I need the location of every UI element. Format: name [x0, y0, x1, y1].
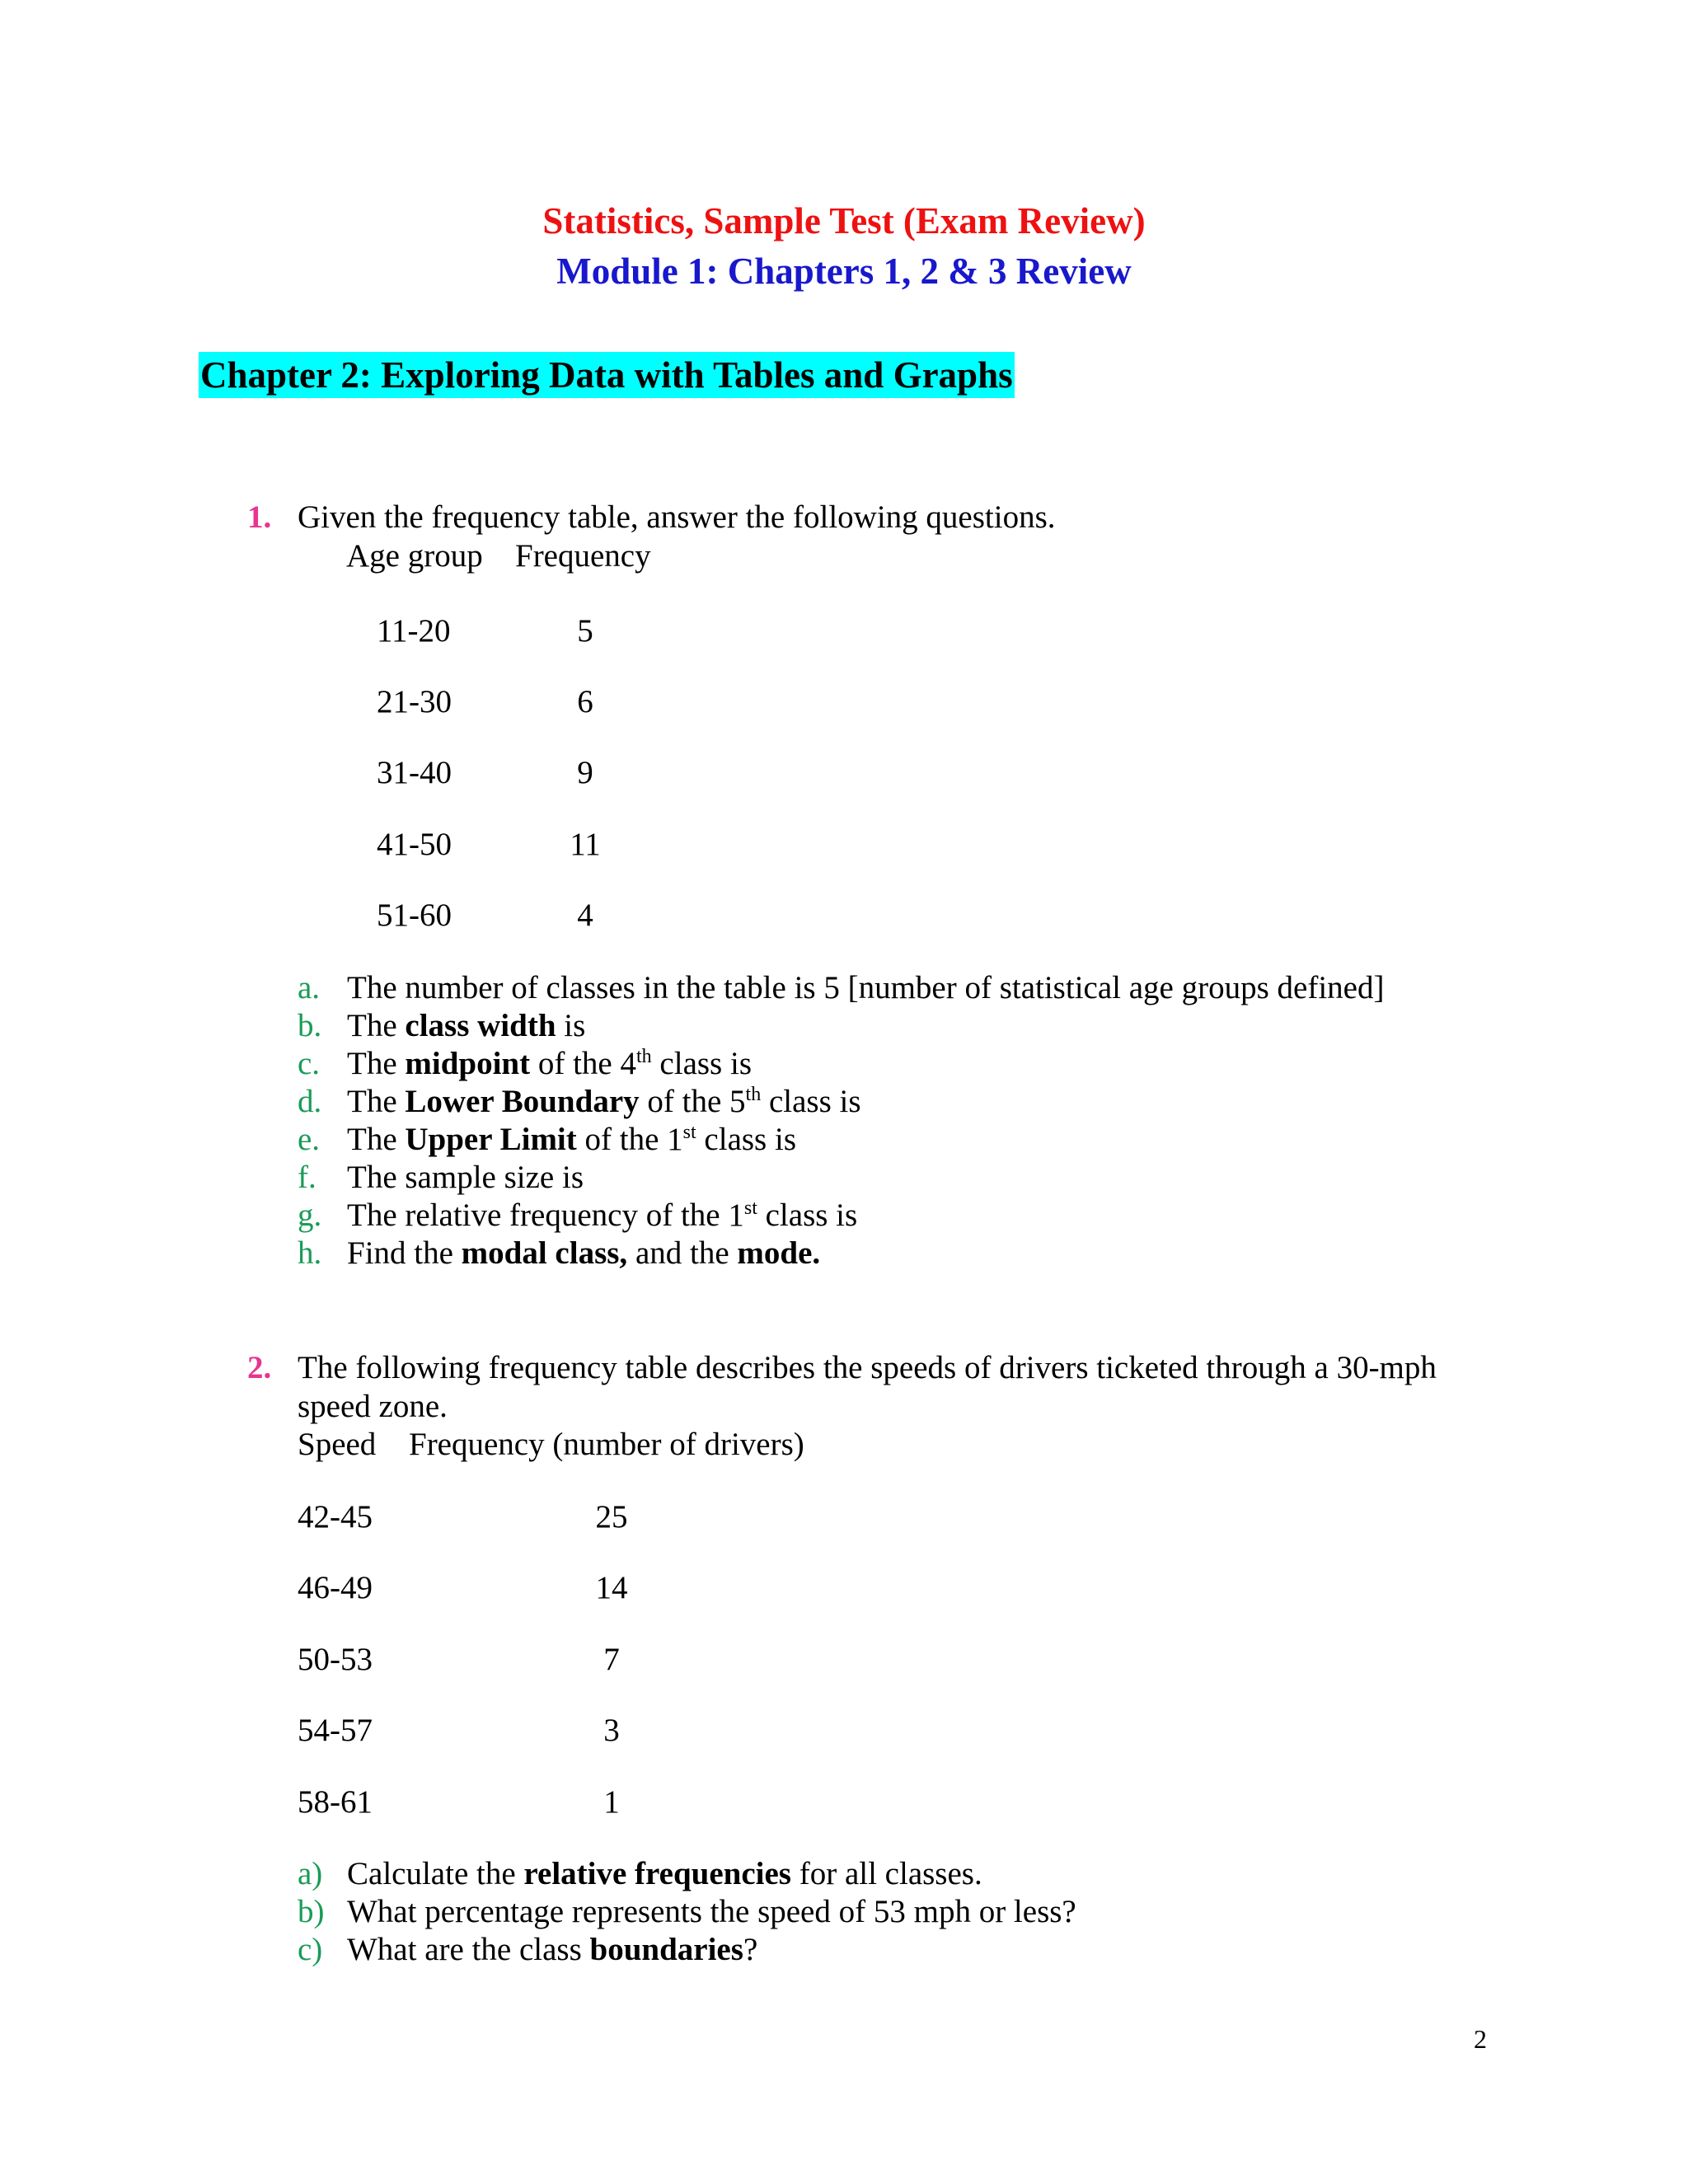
q2-item-b: b) What percentage represents the speed of 53 mph or less? [298, 1894, 1076, 1929]
q1-number: 1. [247, 499, 272, 535]
document-subtitle: Module 1: Chapters 1, 2 & 3 Review [556, 251, 1132, 292]
q1-row-frequency: 4 [577, 898, 593, 933]
q1-header-age-group: Age group [346, 538, 483, 574]
q2-row-frequency: 25 [595, 1499, 628, 1535]
q2-row-class: 58-61 [298, 1784, 373, 1820]
q2-row-frequency: 3 [603, 1713, 620, 1748]
q2-number: 2. [247, 1350, 272, 1385]
q1-header-frequency: Frequency [515, 538, 651, 574]
q2-row-class: 42-45 [298, 1499, 373, 1535]
q1-item-a: a. The number of classes in the table is 5 [number of statistical age groups defined] [298, 970, 1385, 1005]
page-number: 2 [1474, 2024, 1487, 2054]
q2-row-frequency: 14 [595, 1570, 628, 1605]
q2-prompt-line2: speed zone. [298, 1389, 448, 1424]
q1-row-class: 51-60 [377, 898, 452, 933]
q2-prompt-line1: The following frequency table describes the speeds of drivers ticketed through a 30-mph [298, 1350, 1437, 1385]
document-title: Statistics, Sample Test (Exam Review) [542, 200, 1146, 241]
q2-row-class: 46-49 [298, 1570, 373, 1605]
q1-row-frequency: 5 [577, 613, 593, 649]
q2-header-speed: Speed [298, 1427, 377, 1462]
q1-item-b: b. The class width is [298, 1008, 586, 1043]
q2-row-frequency: 1 [603, 1784, 620, 1820]
q1-row-class: 41-50 [377, 827, 452, 862]
q1-row-frequency: 11 [570, 827, 601, 862]
q1-item-h: h. Find the modal class, and the mode. [298, 1235, 821, 1271]
q1-item-d: d. The Lower Boundary of the 5th class is [298, 1084, 861, 1119]
q1-row-class: 31-40 [377, 755, 452, 790]
q1-row-class: 11-20 [377, 613, 451, 649]
q2-row-class: 54-57 [298, 1713, 373, 1748]
q2-item-c: c) What are the class boundaries? [298, 1932, 758, 1967]
q2-item-a: a) Calculate the relative frequencies for all classes. [298, 1856, 982, 1891]
q1-item-g: g. The relative frequency of the 1st class is [298, 1197, 858, 1233]
q1-prompt: Given the frequency table, answer the following questions. [298, 499, 1056, 535]
chapter-heading: Chapter 2: Exploring Data with Tables and Graphs [199, 352, 1015, 398]
q1-row-class: 21-30 [377, 684, 452, 719]
q2-header-frequency: Frequency (number of drivers) [409, 1427, 804, 1462]
q1-item-f: f. The sample size is [298, 1160, 584, 1195]
q1-row-frequency: 9 [577, 755, 593, 790]
q1-item-c: c. The midpoint of the 4th class is [298, 1046, 752, 1081]
q2-row-class: 50-53 [298, 1642, 373, 1677]
q1-row-frequency: 6 [577, 684, 593, 719]
q2-row-frequency: 7 [603, 1642, 620, 1677]
q1-item-e: e. The Upper Limit of the 1st class is [298, 1122, 796, 1157]
